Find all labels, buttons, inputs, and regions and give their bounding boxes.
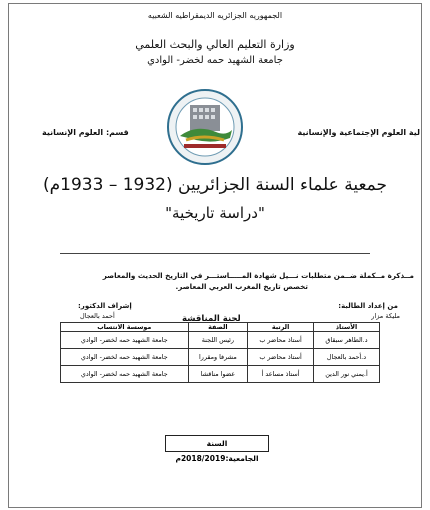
jury-rank: أستاذ مساعد أ xyxy=(248,366,314,383)
jury-header-professor: الأستاذ xyxy=(313,323,379,332)
supervisor-label: إشراف الدكتور: xyxy=(78,302,132,310)
jury-role: مشرفا ومقررا xyxy=(188,349,248,366)
university-header: جامعة الشهيد حمه لخضر- الوادي xyxy=(147,55,283,66)
academic-year-box: السنة الجامعية:2018/2019م xyxy=(165,435,269,452)
jury-professor: د.أحمد بالعجال xyxy=(313,349,379,366)
jury-title: لجنة المناقشة xyxy=(182,314,241,324)
thesis-note-line2: تخصص تاريخ المغرب العربي المعاصر. xyxy=(175,282,308,291)
prepared-by-label: من إعداد الطالبة: xyxy=(338,302,398,310)
jury-header-institution: موسسة الانتساب xyxy=(61,323,189,332)
jury-rank: أستاذ محاضر ب xyxy=(248,332,314,349)
thesis-subtitle: "دراسة تاريخية" xyxy=(165,204,265,222)
supervisor-name: أحمد بالعجال xyxy=(80,312,115,320)
thesis-title: جمعية علماء السنة الجزائريين (1932 – 1933م) xyxy=(42,175,388,195)
jury-header-role: الصفة xyxy=(188,323,248,332)
page-border xyxy=(8,3,422,508)
jury-header-rank: الرتبة xyxy=(248,323,314,332)
jury-institution: جامعة الشهيد حمه لخضر- الوادي xyxy=(61,366,189,383)
faculty-label: لية العلوم الإجتماعية والإنسانية xyxy=(297,128,420,137)
jury-role: عضوا مناقشا xyxy=(188,366,248,383)
table-row xyxy=(61,349,380,366)
jury-rank: أستاذ محاضر ب xyxy=(248,349,314,366)
table-row xyxy=(61,366,380,383)
jury-professor: د.الطاهر سبقاق xyxy=(313,332,379,349)
department-label: قسم: العلوم الإنسانية xyxy=(42,128,129,137)
jury-table-header-row xyxy=(61,323,380,332)
jury-institution: جامعة الشهيد حمه لخضر- الوادي xyxy=(61,349,189,366)
ministry-header: وزارة التعليم العالي والبحث العلمي xyxy=(135,38,295,51)
jury-professor: أ.يمني نور الدين xyxy=(313,366,379,383)
student-name: مليكة مزار xyxy=(371,312,400,320)
university-seal-icon xyxy=(166,88,244,166)
thesis-note-line1: مــذكرة مــكملة ضــمن متطلبات نـــيل شهادة المـــــاستـــر في التاريخ الحديث والمعاصر xyxy=(102,271,414,280)
table-row xyxy=(61,332,380,349)
divider-line xyxy=(60,253,370,254)
jury-table xyxy=(60,322,380,383)
republic-header: الجمهوريه الجزائريه الديمقراطيه الشعبيه xyxy=(147,11,283,20)
jury-role: رئيس اللجنة xyxy=(188,332,248,349)
jury-institution: جامعة الشهيد حمه لخضر- الوادي xyxy=(61,332,189,349)
